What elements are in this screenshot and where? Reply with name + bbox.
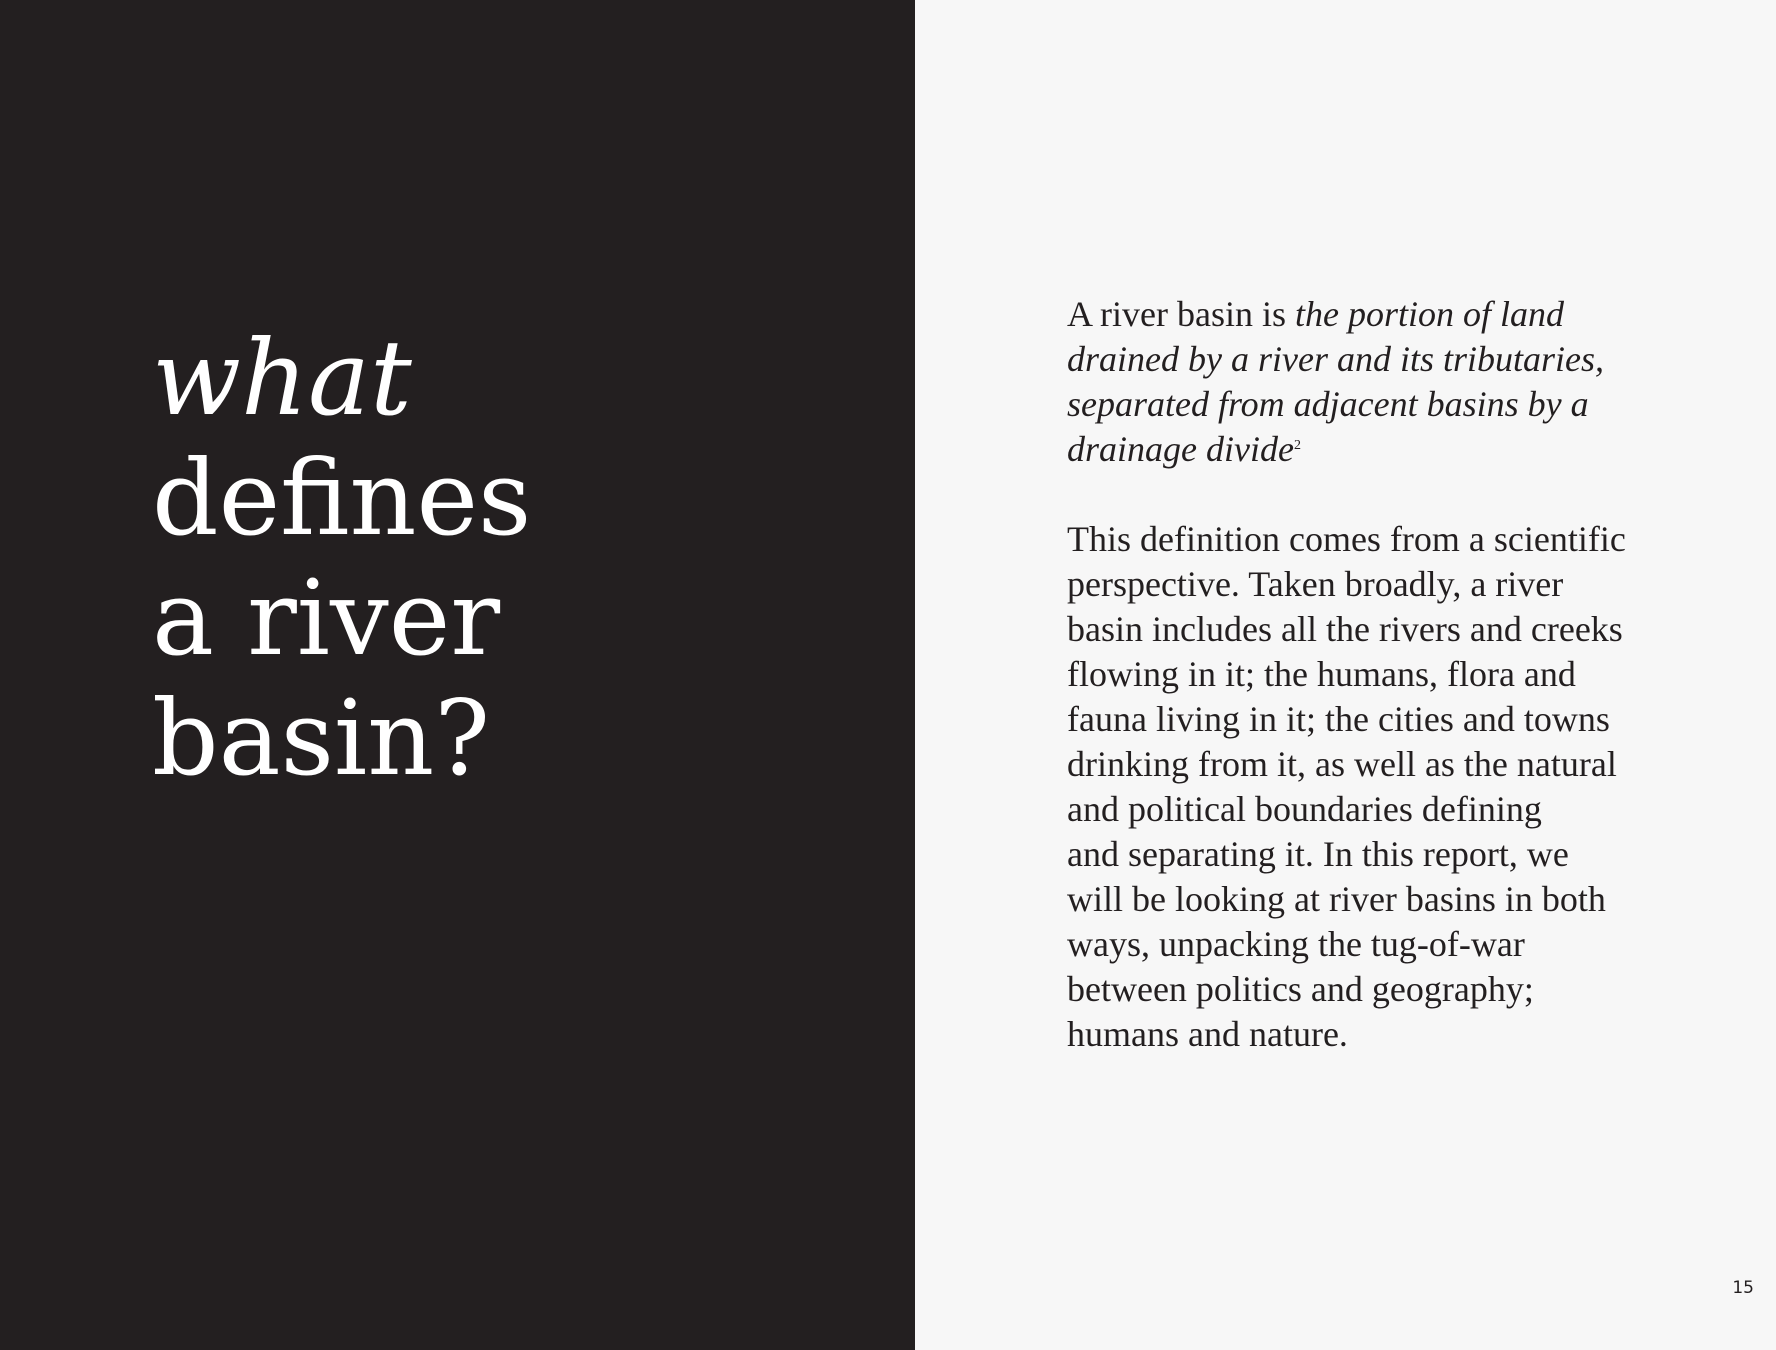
explanation-line: This definition comes from a scientific bbox=[1067, 519, 1626, 559]
explanation-paragraph bbox=[1067, 517, 1727, 1057]
right-page bbox=[915, 0, 1776, 1350]
explanation-line: and political boundaries defining bbox=[1067, 789, 1542, 829]
heading-line-what: what bbox=[152, 317, 412, 439]
body-text bbox=[1067, 292, 1727, 1057]
explanation-line: will be looking at river basins in both bbox=[1067, 879, 1606, 919]
explanation-line: between politics and geography; bbox=[1067, 969, 1534, 1009]
heading-line-defines: defines bbox=[152, 437, 532, 559]
definition-italic-3: separated from adjacent basins by a bbox=[1067, 384, 1589, 424]
definition-line-1 bbox=[1067, 292, 1727, 337]
page-heading bbox=[152, 318, 531, 798]
explanation-line: perspective. Taken broadly, a river bbox=[1067, 564, 1564, 604]
definition-italic-2: drained by a river and its tributaries, bbox=[1067, 339, 1604, 379]
definition-lead: A river basin is bbox=[1067, 294, 1295, 334]
explanation-line: fauna living in it; the cities and towns bbox=[1067, 699, 1610, 739]
page-number: 15 bbox=[1732, 1278, 1754, 1298]
explanation-line: flowing in it; the humans, flora and bbox=[1067, 654, 1576, 694]
definition-line-4 bbox=[1067, 427, 1727, 472]
footnote-marker[interactable]: 2 bbox=[1293, 438, 1301, 453]
explanation-line: humans and nature. bbox=[1067, 1014, 1348, 1054]
definition-italic-1: the portion of land bbox=[1294, 294, 1564, 334]
explanation-line: basin includes all the rivers and creeks bbox=[1067, 609, 1623, 649]
heading-line-basin: basin? bbox=[152, 677, 490, 799]
definition-italic-4: drainage divide bbox=[1067, 429, 1294, 469]
definition-paragraph bbox=[1067, 292, 1727, 472]
explanation-line: and separating it. In this report, we bbox=[1067, 834, 1569, 874]
heading-line-a-river: a river bbox=[152, 557, 501, 679]
explanation-line: drinking from it, as well as the natural bbox=[1067, 744, 1617, 784]
explanation-line: ways, unpacking the tug-of-war bbox=[1067, 924, 1525, 964]
